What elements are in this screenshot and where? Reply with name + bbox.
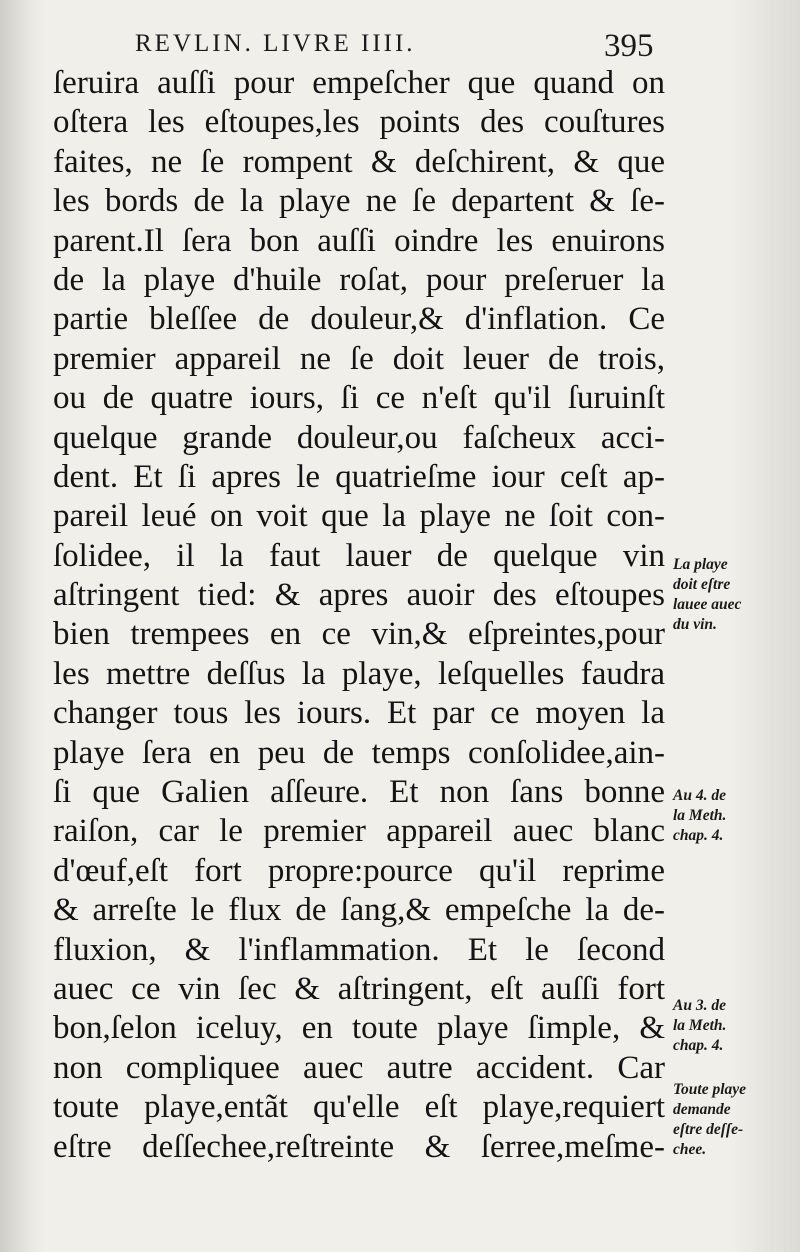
margin-note-line: chap. 4. bbox=[673, 1037, 724, 1054]
text-line: oſtera les eſtoupes,les points des couſtures bbox=[53, 104, 665, 141]
text-line: quelque grande douleur,ou faſcheux acci- bbox=[53, 419, 665, 456]
margin-note-wound-drying bbox=[673, 1080, 791, 1160]
text-line: ſolidee, il la faut lauer de quelque vin bbox=[53, 537, 665, 574]
text-line: les bords de la playe ne ſe departent & ſe- bbox=[53, 183, 665, 220]
text-line: dent. Et ſi apres le quatrieſme iour ceſt ap- bbox=[53, 458, 665, 495]
text-line: non compliquee auec autre accident. Car bbox=[53, 1049, 665, 1086]
margin-note-line: la Meth. bbox=[673, 807, 727, 824]
margin-note-method-ref-1 bbox=[673, 786, 791, 846]
margin-note-line: doit eſtre bbox=[673, 576, 731, 593]
text-line: eſtre deſſechee,reſtreinte & ſerree,meſme- bbox=[53, 1128, 665, 1165]
text-line: toute playe,entãt qu'elle eſt playe,requiert bbox=[53, 1089, 665, 1126]
text-line: bien trempees en ce vin,& eſpreintes,pour bbox=[53, 616, 665, 653]
text-line: aſtringent tied: & apres auoir des eſtoupes bbox=[53, 577, 665, 614]
text-line: changer tous les iours. Et par ce moyen la bbox=[53, 695, 665, 732]
margin-note-line: eſtre deſſe- bbox=[673, 1121, 744, 1138]
page-number: 395 bbox=[604, 28, 654, 64]
text-line: auec ce vin ſec & aſtringent, eſt auſſi fort bbox=[53, 970, 665, 1007]
text-line: parent.Il ſera bon auſſi oindre les enuirons bbox=[53, 222, 665, 259]
text-line: pareil leué on voit que la playe ne ſoit con- bbox=[53, 498, 665, 535]
margin-note-line: demande bbox=[673, 1101, 731, 1118]
text-line: bon,ſelon iceluy, en toute playe ſimple, & bbox=[53, 1010, 665, 1047]
margin-note-line: la Meth. bbox=[673, 1017, 727, 1034]
running-title: REVLIN. LIVRE IIII. bbox=[135, 30, 416, 57]
text-line: ſeruira auſſi pour empeſcher que quand on bbox=[53, 65, 665, 101]
text-line: faites, ne ſe rompent & deſchirent, & que bbox=[53, 143, 665, 180]
body-text-block bbox=[53, 64, 665, 1167]
text-line: premier appareil ne ſe doit leuer de trois, bbox=[53, 340, 665, 377]
margin-note-line: La playe bbox=[673, 556, 728, 573]
text-line: playe ſera en peu de temps conſolidee,ain- bbox=[53, 734, 665, 771]
text-line: ou de quatre iours, ſi ce n'eſt qu'il ſuruinſt bbox=[53, 380, 665, 417]
text-line: raiſon, car le premier appareil auec blanc bbox=[53, 813, 665, 850]
margin-note-line: chap. 4. bbox=[673, 827, 724, 844]
margin-note-line: Au 4. de bbox=[673, 787, 726, 804]
margin-note-method-ref-2 bbox=[673, 996, 791, 1056]
margin-note-line: du vin. bbox=[673, 616, 717, 633]
text-line: d'œuf,eſt fort propre:pource qu'il reprime bbox=[53, 852, 665, 889]
margin-note-line: lauee auec bbox=[673, 596, 742, 613]
margin-note-line: Toute playe bbox=[673, 1081, 747, 1098]
text-line: les mettre deſſus la playe, leſquelles faudra bbox=[53, 655, 665, 692]
text-line: de la playe d'huile roſat, pour preſeruer la bbox=[53, 261, 665, 298]
text-line: & arreſte le flux de ſang,& empeſche la de- bbox=[53, 892, 665, 929]
text-line: fluxion, & l'inflammation. Et le ſecond bbox=[53, 931, 665, 968]
page-gutter-left bbox=[0, 0, 46, 1252]
margin-note-line: Au 3. de bbox=[673, 997, 726, 1014]
margin-note-line: chee. bbox=[673, 1141, 707, 1158]
text-line: partie bleſſee de douleur,& d'inflation. Ce bbox=[53, 301, 665, 338]
text-line: ſi que Galien aſſeure. Et non ſans bonne bbox=[53, 774, 665, 811]
margin-note-wash-with-wine bbox=[673, 555, 791, 635]
